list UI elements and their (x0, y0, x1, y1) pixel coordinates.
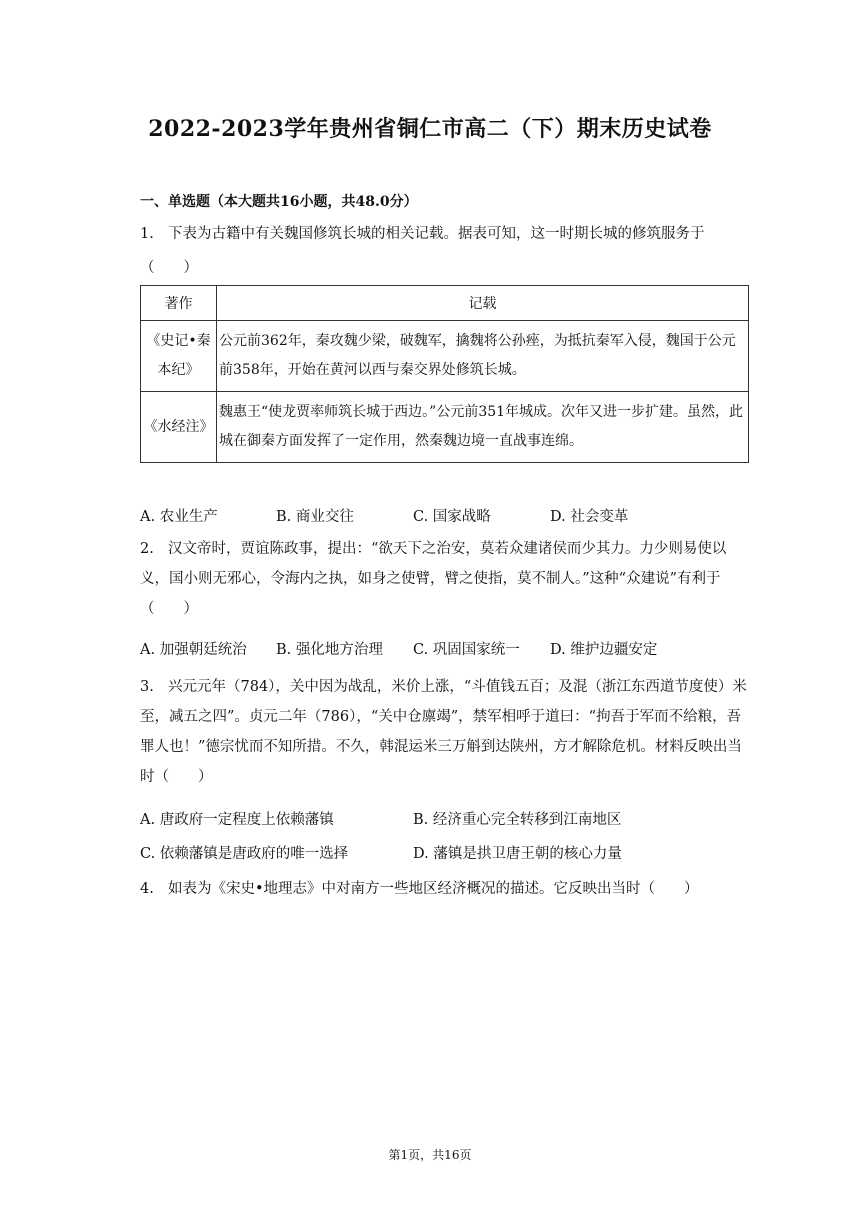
option-b[interactable]: B. 商业交往 (276, 509, 354, 525)
record-table (140, 285, 749, 463)
table-header-row (141, 286, 749, 321)
option-d[interactable]: D. 维护边疆安定 (550, 642, 658, 658)
table-cell-record: 魏惠王“使龙贾率师筑长城于西边。”公元前351年城成。次年又进一步扩建。虽然，此城在御秦方面发挥了一定作用，然秦魏边境一直战事连绵。 (217, 392, 749, 463)
page-footer: 第1页，共16页 (388, 1148, 472, 1162)
question-stem: 兴元元年（784），关中因为战乱，米价上涨，“斗值钱五百；及混（浙江东西道节度使）米至，减五之四”。贞元二年（786），“关中仓廪竭”，禁军相呼于道曰：“拘吾于军而不给粮，吾罪人也！”德宗忧而不知所措。不久，韩混运米三万斛到达陕州，方才解除危机。材料反映出当时（ ） (140, 679, 747, 785)
page-title: 2022-2023学年贵州省铜仁市高二（下）期末历史试卷 (148, 116, 712, 142)
option-c[interactable]: C. 依赖藩镇是唐政府的唯一选择 (140, 846, 349, 862)
question-stem: 汉文帝时，贾谊陈政事，提出：“欲天下之治安，莫若众建诸侯而少其力。力少则易使以义，国小则无邪心，令海内之执，如身之使臂，臂之使指，莫不制人。”这种“众建说”有利于（ ） (140, 541, 727, 617)
option-c[interactable]: C. 国家战略 (413, 509, 491, 525)
question-number: 3. (140, 679, 154, 695)
option-b[interactable]: B. 经济重心完全转移到江南地区 (413, 812, 622, 828)
question-3 (140, 672, 750, 792)
section-heading: 一、单选题（本大题共16小题，共48.0分） (140, 194, 418, 210)
question-2 (140, 534, 750, 624)
table-cell-work: 《水经注》 (141, 392, 217, 463)
question-1-blank: （ ） (140, 260, 198, 276)
option-a[interactable]: A. 唐政府一定程度上依赖藩镇 (140, 812, 334, 828)
table-cell-work: 《史记•秦本纪》 (141, 321, 217, 392)
question-number: 2. (140, 541, 154, 557)
option-d[interactable]: D. 藩镇是拱卫唐王朝的核心力量 (413, 846, 622, 862)
question-stem: 如表为《宋史•地理志》中对南方一些地区经济概况的描述。它反映出当时（ ） (168, 881, 699, 897)
option-c[interactable]: C. 巩固国家统一 (413, 642, 520, 658)
option-a[interactable]: A. 农业生产 (140, 509, 218, 525)
question-number: 4. (140, 881, 154, 897)
table-row (141, 392, 749, 463)
question-number: 1. (140, 226, 154, 242)
table-row (141, 321, 749, 392)
table-cell-record: 公元前362年，秦攻魏少梁，破魏军，擒魏将公孙痤，为抵抗秦军入侵，魏国于公元前358年，开始在黄河以西与秦交界处修筑长城。 (217, 321, 749, 392)
question-4 (140, 874, 750, 904)
table-header-cell: 记载 (217, 286, 749, 321)
option-b[interactable]: B. 强化地方治理 (276, 642, 383, 658)
question-1 (140, 219, 750, 249)
table-header-cell: 著作 (141, 286, 217, 321)
question-stem: 下表为古籍中有关魏国修筑长城的相关记载。据表可知，这一时期长城的修筑服务于 (168, 226, 705, 242)
option-a[interactable]: A. 加强朝廷统治 (140, 642, 247, 658)
option-d[interactable]: D. 社会变革 (550, 509, 629, 525)
